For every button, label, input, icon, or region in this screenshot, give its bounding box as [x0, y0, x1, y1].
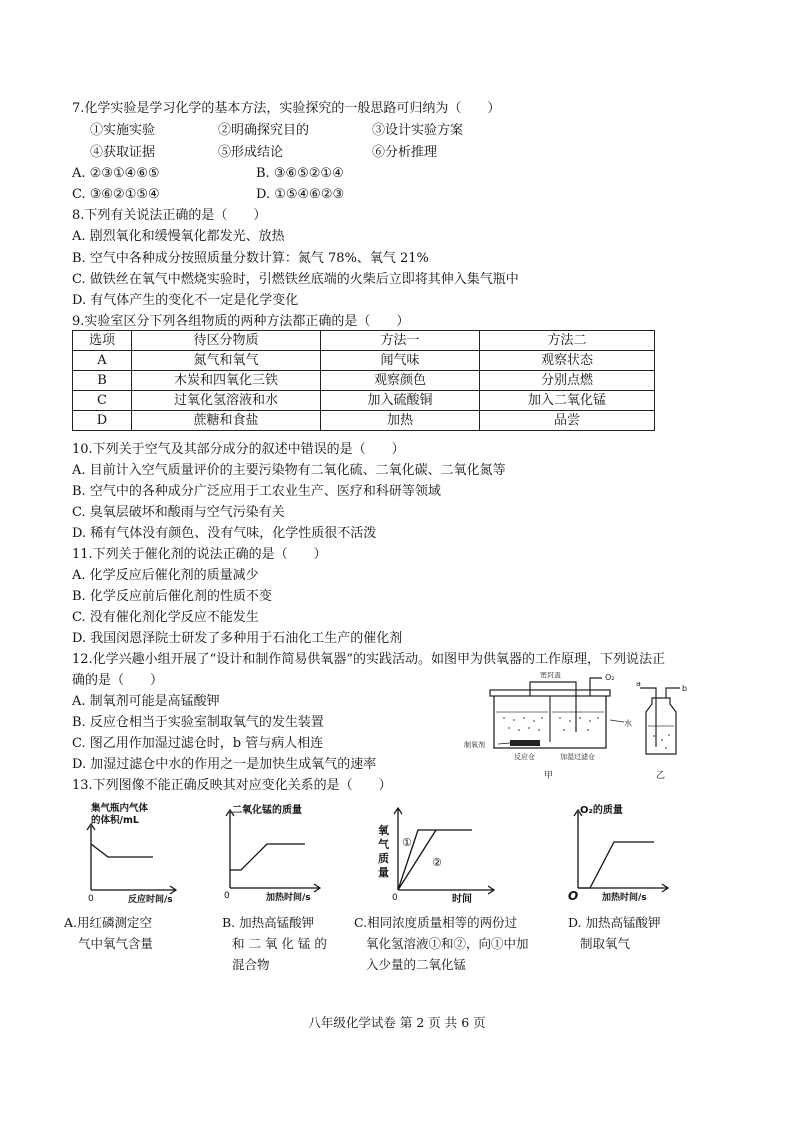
q8-stem: 8.下列有关说法正确的是（ ）	[72, 208, 267, 223]
table-cell: 加热	[321, 411, 480, 431]
graph-c	[374, 800, 504, 904]
graph-d	[556, 800, 686, 904]
q9-table	[72, 330, 655, 431]
q12-option-c: C. 图乙用作加湿过滤仓时，b 管与病人相连	[72, 736, 324, 751]
table-cell: 品尝	[480, 411, 655, 431]
cover-label: 密封盖	[540, 672, 561, 679]
table-header: 方法二	[480, 331, 655, 351]
oxygen-generator-figure-jia	[464, 672, 634, 782]
table-cell: A	[73, 351, 132, 371]
page-footer: 八年级化学试卷 第 2 页 共 6 页	[308, 1015, 486, 1030]
table-cell: 观察颜色	[321, 371, 480, 391]
graph-b-origin: 0	[224, 891, 230, 901]
q8-option-b: B. 空气中各种成分按照质量分数计算：氮气 78%、氧气 21%	[72, 251, 429, 266]
q7-stem: 7.化学实验是学习化学的基本方法，实验探究的一般思路可归纳为（ ）	[72, 101, 501, 116]
reaction-chamber-label: 反应仓	[514, 753, 535, 761]
table-cell: D	[73, 411, 132, 431]
water-label: 水	[624, 719, 632, 728]
q8-option-c: C. 做铁丝在氧气中燃烧实验时，引燃铁丝底端的火柴后立即将其伸入集气瓶中	[72, 272, 519, 287]
table-header: 方法一	[321, 331, 480, 351]
graph-d-origin: O	[568, 889, 579, 903]
q12-option-b: B. 反应仓相当于实验室制取氧气的发生装置	[72, 715, 324, 730]
graph-c-origin: 0	[392, 893, 398, 903]
caption-c	[354, 912, 529, 975]
q13-stem: 13.下列图像不能正确反映其对应变化关系的是（ ）	[72, 778, 392, 793]
table-row	[73, 391, 655, 411]
caption-line: B. 加热高锰酸钾	[222, 915, 315, 930]
caption-line: 入少量的二氧化锰	[366, 957, 467, 972]
q7-item: ②明确探究目的	[218, 123, 310, 138]
table-cell: 加入二氧化锰	[480, 391, 655, 411]
graph-a	[58, 800, 188, 904]
table-row	[73, 351, 655, 371]
tube-a-label: a	[636, 682, 641, 688]
gas-wash-bottle-figure-yi	[636, 682, 692, 782]
tube-b-label: b	[682, 684, 688, 693]
q7-option-c: C. ③⑥②①⑤④	[72, 187, 160, 202]
graph-c-xlabel: 时间	[452, 894, 472, 904]
graph-b-ylabel: 二氧化锰的质量	[232, 805, 302, 816]
graph-a-xlabel: 反应时间/s	[128, 895, 173, 904]
graph-c-ylabel: 氧	[378, 824, 389, 837]
q11-option-c: C. 没有催化剂化学反应不能发生	[72, 610, 259, 625]
q11-stem: 11.下列关于催化剂的说法正确的是（ ）	[72, 547, 327, 562]
graph-d-curve	[578, 842, 654, 888]
graph-a-curve	[91, 844, 153, 857]
graph-b-xlabel: 加热时间/s	[266, 893, 311, 903]
caption-line: C.相同浓度质量相等的两份过	[354, 915, 518, 930]
table-cell: 木炭和四氧化三铁	[132, 371, 321, 391]
q7-item: ⑥分析推理	[372, 145, 438, 160]
q10-stem: 10.下列关于空气及其部分成分的叙述中错误的是（ ）	[72, 442, 405, 457]
q12-option-a: A. 制氧剂可能是高锰酸钾	[72, 694, 220, 709]
q7-item: ③设计实验方案	[372, 123, 464, 138]
caption-line: D. 加热高锰酸钾	[568, 915, 661, 930]
graph-c-ylabel: 质	[378, 852, 389, 865]
q7-option-a: A. ②③①④⑥⑤	[72, 166, 160, 181]
table-header: 待区分物质	[132, 331, 321, 351]
graph-b	[212, 800, 342, 904]
graph-d-xlabel: 加热时间/s	[602, 893, 647, 903]
graph-b-curve	[230, 844, 305, 870]
table-cell: 加入硫酸铜	[321, 391, 480, 411]
graph-c-curve1-label: ①	[402, 836, 412, 849]
q12-stem-line2: 确的是（ ）	[72, 673, 164, 688]
table-header: 选项	[73, 331, 132, 351]
table-cell: C	[73, 391, 132, 411]
table-cell: 蔗糖和食盐	[132, 411, 321, 431]
table-cell: 观察状态	[480, 351, 655, 371]
figure-yi-label: 乙	[656, 771, 666, 781]
q7-item: ④获取证据	[90, 145, 156, 160]
q12-stem-line1: 12.化学兴趣小组开展了“设计和制作简易供氧器”的实践活动。如图甲为供氧器的工作原理，下列说法正	[72, 652, 665, 667]
table-header-row	[73, 331, 655, 351]
table-cell: B	[73, 371, 132, 391]
caption-a	[64, 912, 153, 954]
caption-line: 和 二 氧 化 锰 的	[232, 936, 327, 951]
graph-c-curve2-label: ②	[432, 856, 442, 869]
caption-line: A.用红磷测定空	[64, 915, 153, 930]
caption-line: 制取氧气	[580, 936, 631, 951]
graph-a-origin: 0	[88, 894, 94, 904]
table-cell: 闻气味	[321, 351, 480, 371]
q9-stem: 9.实验室区分下列各组物质的两种方法都正确的是（ ）	[72, 314, 410, 329]
filter-chamber-label: 加湿过滤仓	[560, 753, 595, 761]
q11-option-d: D. 我国闵恩泽院士研发了多种用于石油化工生产的催化剂	[72, 631, 403, 646]
q11-option-a: A. 化学反应后催化剂的质量减少	[72, 568, 259, 583]
q10-option-a: A. 目前计入空气质量评价的主要污染物有二氧化硫、二氧化碳、二氧化氮等	[72, 463, 506, 478]
graph-c-ylabel: 量	[378, 866, 389, 879]
q10-option-d: D. 稀有气体没有颜色、没有气味，化学性质很不活泼	[72, 526, 377, 541]
q11-option-b: B. 化学反应前后催化剂的性质不变	[72, 589, 272, 604]
graph-d-ylabel: O₂的质量	[580, 805, 623, 816]
o2-label: O₂	[605, 673, 615, 682]
q7-option-b: B. ③⑥⑤②①④	[256, 166, 344, 181]
q7-item: ⑤形成结论	[218, 145, 284, 160]
table-row	[73, 371, 655, 391]
table-cell: 分别点燃	[480, 371, 655, 391]
caption-line: 氧化氢溶液①和②，向①中加	[366, 936, 529, 951]
q10-option-b: B. 空气中的各种成分广泛应用于工农业生产、医疗和科研等领域	[72, 484, 441, 499]
q8-option-a: A. 剧烈氧化和缓慢氧化都发光、放热	[72, 229, 285, 244]
caption-line: 气中氧气含量	[78, 936, 154, 951]
table-cell: 过氧化氢溶液和水	[132, 391, 321, 411]
caption-d	[568, 912, 661, 954]
graph-a-ylabel: 的体积/mL	[91, 815, 139, 826]
agent-label: 制氧剂	[464, 741, 485, 749]
figure-jia-label: 甲	[544, 771, 554, 781]
graph-a-ylabel: 集气瓶内气体	[91, 803, 149, 814]
q8-option-d: D. 有气体产生的变化不一定是化学变化	[72, 293, 299, 308]
graph-c-ylabel: 气	[378, 838, 389, 851]
q10-option-c: C. 臭氧层破坏和酸雨与空气污染有关	[72, 505, 285, 520]
table-cell: 氮气和氧气	[132, 351, 321, 371]
q12-option-d: D. 加湿过滤仓中水的作用之一是加快生成氧气的速率	[72, 757, 377, 772]
caption-b	[222, 912, 327, 975]
q7-item: ①实施实验	[90, 123, 156, 138]
caption-line: 混合物	[232, 957, 270, 972]
q7-option-d: D. ①⑤④⑥②③	[256, 187, 345, 202]
table-row	[73, 411, 655, 431]
